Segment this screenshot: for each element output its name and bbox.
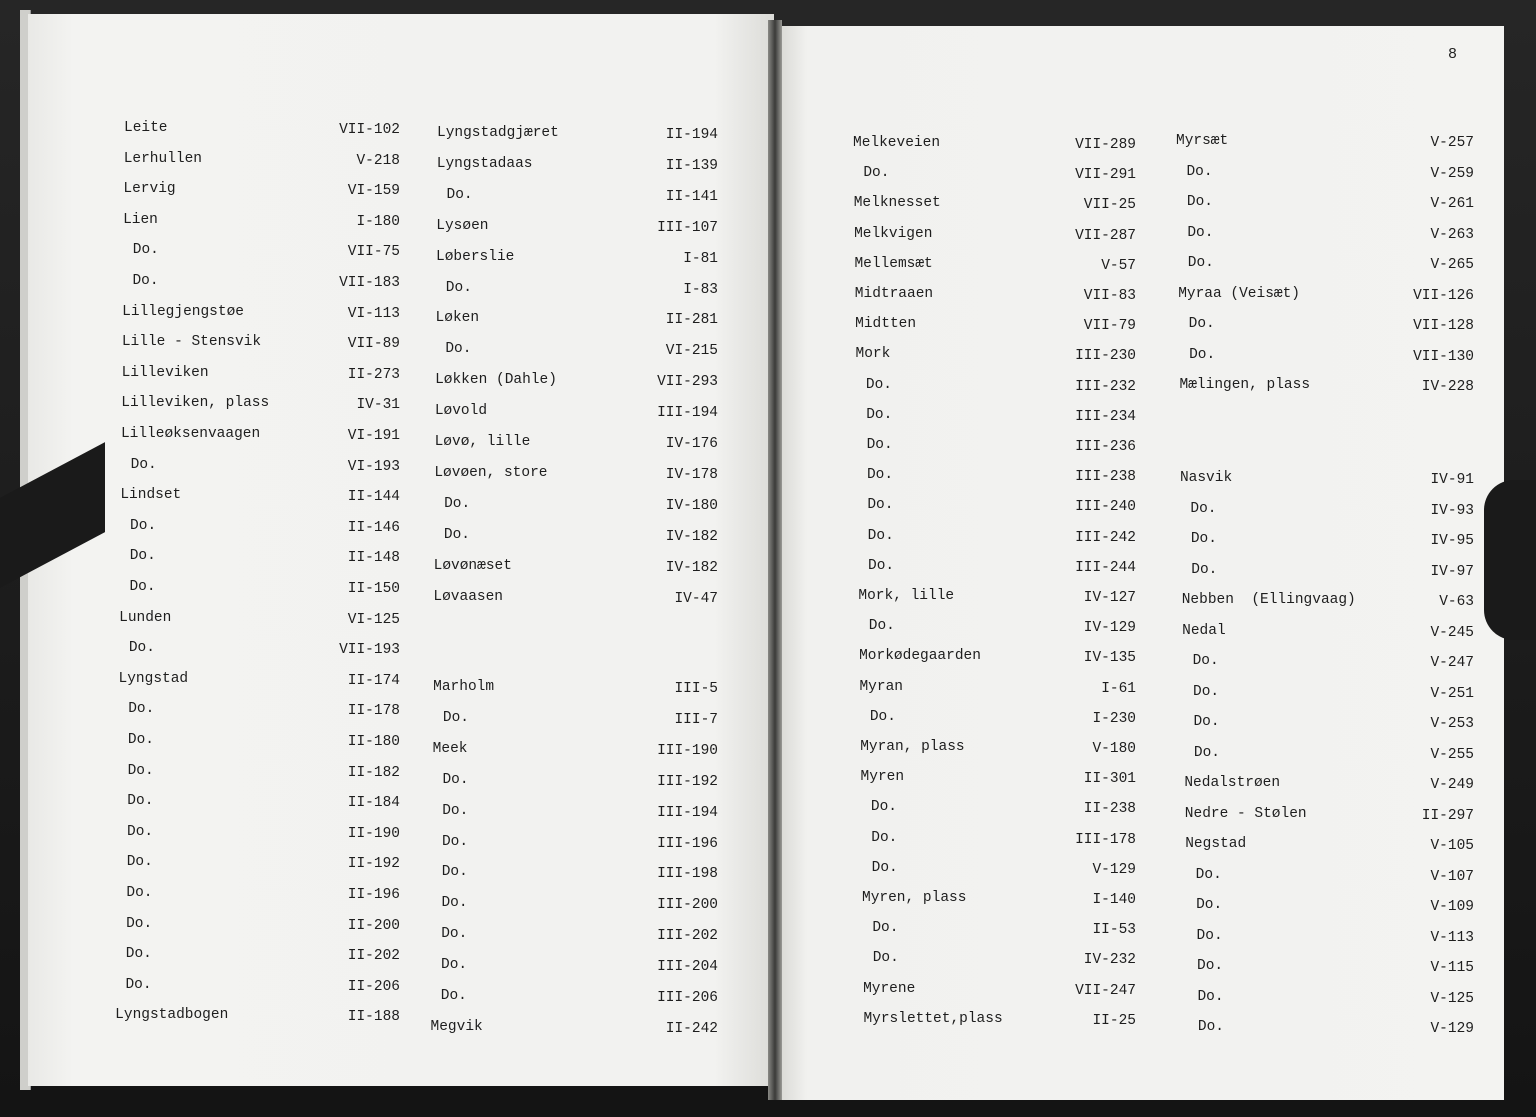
entry-reference: V-255 <box>1430 746 1474 763</box>
entry-reference: II-194 <box>665 127 718 143</box>
entry-name: Do. <box>1197 1019 1224 1035</box>
entry-name: Melknesset <box>853 195 941 212</box>
entry-reference: II-144 <box>347 489 400 506</box>
entry-reference: VII-183 <box>339 275 400 291</box>
entry-name: Do. <box>126 915 153 932</box>
entry-name: Do. <box>1190 531 1217 547</box>
entry-reference: II-182 <box>347 764 400 781</box>
entry-reference: VII-25 <box>1083 197 1136 214</box>
entry-reference: II-190 <box>347 825 400 842</box>
entry-name: Do. <box>1189 346 1216 363</box>
entry-name: Lerhullen <box>123 150 203 167</box>
entry-reference: I-61 <box>1101 680 1136 697</box>
entry-name: Myrsæt <box>1176 133 1229 149</box>
entry-reference: V-180 <box>1092 741 1136 757</box>
entry-name: Do. <box>1193 744 1221 761</box>
entry-name: Lilleviken, plass <box>121 395 270 412</box>
entry-reference: VII-289 <box>1075 137 1136 153</box>
entry-reference: III-194 <box>657 804 718 821</box>
entry-reference: II-146 <box>347 519 400 536</box>
entry-reference: II-53 <box>1092 922 1136 939</box>
entry-reference: III-107 <box>657 219 718 236</box>
entry-reference: III-178 <box>1075 831 1136 848</box>
entry-name: Myran <box>859 678 903 695</box>
entry-reference: VI-215 <box>665 343 718 360</box>
entry-name: Løkken (Dahle) <box>435 372 557 389</box>
entry-name: Myren, plass <box>862 890 967 906</box>
entry-name: Do. <box>125 976 152 993</box>
entry-name: Do. <box>445 279 472 296</box>
entry-reference: VII-102 <box>339 122 400 138</box>
entry-name: Lille - Stensvik <box>121 334 262 351</box>
entry-reference: V-109 <box>1430 899 1474 915</box>
entry-reference: VI-193 <box>347 458 400 475</box>
entry-name: Do. <box>872 920 899 937</box>
entry-name: Do. <box>130 456 157 473</box>
entry-reference: VI-159 <box>347 183 400 200</box>
entry-name: Do. <box>132 242 159 259</box>
entry-name: Do. <box>442 802 469 819</box>
entry-name: Do. <box>1186 194 1213 210</box>
entry-name: Do. <box>1196 897 1223 913</box>
entry-reference: V-125 <box>1430 990 1474 1007</box>
entry-name: Meek <box>432 740 468 757</box>
entry-name: Do. <box>128 640 155 657</box>
entry-reference: V-261 <box>1430 196 1474 212</box>
entry-reference: II-180 <box>347 734 400 750</box>
entry-name: Do. <box>1186 163 1213 180</box>
entry-reference: VII-287 <box>1075 227 1136 244</box>
entry-name: Do. <box>129 579 156 595</box>
entry-reference: IV-129 <box>1083 620 1136 637</box>
entry-reference: III-240 <box>1075 499 1136 516</box>
entry-name: Do. <box>127 793 154 810</box>
entry-name: Do. <box>867 527 894 544</box>
entry-reference: II-184 <box>347 795 400 812</box>
entry-name: Nedalstrøen <box>1184 775 1281 791</box>
entry-name: Do. <box>127 762 154 779</box>
entry-reference: III-242 <box>1075 529 1136 546</box>
entry-reference: V-63 <box>1439 594 1474 610</box>
entry-reference: IV-127 <box>1083 590 1136 606</box>
entry-name: Lyngstadgjæret <box>437 125 559 141</box>
entry-reference: IV-176 <box>665 436 718 452</box>
entry-reference: V-253 <box>1430 716 1474 732</box>
entry-reference: VI-125 <box>347 611 400 628</box>
entry-reference: I-81 <box>683 250 718 267</box>
entry-reference: III-238 <box>1075 469 1136 486</box>
entry-name: Do. <box>866 406 893 423</box>
entry-name: Do. <box>1193 683 1220 700</box>
entry-reference: VII-247 <box>1075 982 1136 999</box>
entry-reference: II-200 <box>347 917 400 934</box>
entry-name: Løvønæset <box>433 557 512 574</box>
entry-reference: V-218 <box>356 152 400 169</box>
entry-name: Do. <box>446 186 473 203</box>
entry-name: Marholm <box>433 679 495 695</box>
entry-name: Løvøen, store <box>434 464 548 481</box>
entry-name: Lilleviken <box>121 364 209 381</box>
entry-name: Do. <box>871 829 898 846</box>
entry-reference: II-148 <box>347 550 400 567</box>
entry-name: Megvik <box>430 1018 483 1035</box>
entry-name: Do. <box>126 854 153 871</box>
entry-reference: V-251 <box>1430 685 1474 702</box>
entry-reference: II-273 <box>347 366 400 383</box>
entry-reference: I-83 <box>683 281 718 298</box>
entry-name: Nedre - Stølen <box>1184 805 1307 822</box>
entry-reference: V-129 <box>1092 861 1136 878</box>
entry-name: Do. <box>1197 988 1224 1005</box>
entry-reference: V-245 <box>1430 624 1474 641</box>
entry-reference: VI-191 <box>347 428 400 444</box>
entry-reference: III-206 <box>657 990 718 1006</box>
entry-name: Do. <box>870 799 898 816</box>
entry-name: Do. <box>869 708 896 725</box>
entry-name: Mellemsæt <box>854 255 933 272</box>
entry-reference: III-204 <box>657 959 718 976</box>
entry-reference: V-115 <box>1430 960 1474 976</box>
book-spine <box>768 20 782 1100</box>
entry-name: Do. <box>132 273 159 289</box>
entry-name: Do. <box>1187 255 1214 271</box>
entry-reference: VII-83 <box>1083 288 1136 304</box>
entry-reference: IV-182 <box>665 528 718 545</box>
entry-reference: VII-193 <box>339 642 400 659</box>
entry-name: Lysøen <box>436 217 489 234</box>
entry-name: Morkødegaarden <box>859 648 981 665</box>
entry-name: Mork, lille <box>858 588 955 604</box>
entry-reference: II-25 <box>1092 1012 1136 1029</box>
entry-reference: VI-113 <box>347 305 400 322</box>
entry-name: Do. <box>444 495 471 512</box>
entry-name: Løvold <box>434 403 488 420</box>
page-number: 8 <box>1448 46 1458 63</box>
entry-name: Do. <box>441 895 468 912</box>
entry-reference: IV-178 <box>665 466 718 483</box>
entry-reference: III-202 <box>657 928 718 945</box>
entry-reference: III-194 <box>657 405 718 422</box>
entry-name: Melkeveien <box>853 135 941 151</box>
entry-reference: II-150 <box>347 581 400 597</box>
entry-reference: I-230 <box>1092 710 1136 727</box>
entry-reference: III-7 <box>674 711 718 728</box>
entry-reference: II-301 <box>1083 771 1136 788</box>
entry-name: Løvø, lille <box>434 434 531 450</box>
entry-name: Do. <box>1195 866 1222 883</box>
entry-reference: VII-75 <box>347 244 400 261</box>
entry-reference: II-238 <box>1083 801 1136 818</box>
entry-name: Myrslettet,plass <box>863 1010 1003 1027</box>
entry-reference: VII-291 <box>1075 167 1136 184</box>
entry-name: Do. <box>127 823 154 840</box>
entry-name: Do. <box>125 946 152 963</box>
entry-name: Nebben (Ellingvaag) <box>1181 592 1356 608</box>
entry-name: Do. <box>866 437 893 453</box>
entry-reference: IV-97 <box>1430 563 1474 580</box>
entry-reference: II-178 <box>347 703 400 720</box>
entry-reference: III-200 <box>657 897 718 914</box>
entry-reference: VII-89 <box>347 336 400 353</box>
entry-reference: III-232 <box>1075 378 1136 395</box>
entry-reference: V-105 <box>1430 838 1474 854</box>
entry-reference: VII-130 <box>1413 348 1474 365</box>
entry-reference: III-244 <box>1075 559 1136 576</box>
entry-name: Do. <box>1190 500 1217 517</box>
entry-name: Do. <box>865 376 892 393</box>
entry-name: Do. <box>1191 561 1218 578</box>
entry-reference: I-180 <box>356 213 400 230</box>
entry-name: Myran, plass <box>860 739 965 755</box>
entry-name: Løvaasen <box>433 588 504 605</box>
entry-reference: II-206 <box>347 978 400 995</box>
entry-reference: II-281 <box>665 312 718 329</box>
entry-name: Nasvik <box>1179 470 1233 486</box>
entry-reference: V-265 <box>1430 257 1474 273</box>
entry-reference: II-192 <box>347 856 400 873</box>
entry-reference: V-257 <box>1430 135 1474 151</box>
entry-reference: III-198 <box>657 866 718 883</box>
entry-name: Do. <box>1196 927 1223 944</box>
entry-name: Do. <box>441 926 468 943</box>
entry-name: Løken <box>435 310 480 327</box>
entry-name: Do. <box>130 517 157 534</box>
entry-name: Do. <box>868 557 895 574</box>
entry-name: Myren <box>860 769 905 786</box>
entry-reference: II-188 <box>347 1009 400 1026</box>
entry-name: Do. <box>442 709 470 726</box>
entry-name: Melkvigen <box>854 225 933 242</box>
entry-name: Do. <box>1187 224 1214 241</box>
entry-reference: IV-182 <box>665 559 718 576</box>
entry-reference: IV-228 <box>1421 379 1474 395</box>
entry-name: Do. <box>863 165 890 182</box>
entry-name: Do. <box>866 467 894 484</box>
entry-reference: IV-180 <box>665 497 718 514</box>
entry-name: Mork <box>855 346 891 363</box>
entry-reference: II-196 <box>347 887 400 903</box>
entry-name: Lervig <box>123 181 176 198</box>
right-clip <box>1484 480 1536 640</box>
entry-name: Do. <box>441 957 468 974</box>
entry-name: Do. <box>441 833 469 850</box>
entry-reference: II-174 <box>347 672 400 689</box>
entry-name: Lindset <box>120 487 182 504</box>
entry-name: Lien <box>123 211 158 228</box>
entry-name: Mælingen, plass <box>1179 377 1311 393</box>
entry-reference: VII-79 <box>1083 318 1136 335</box>
entry-name: Do. <box>867 497 894 514</box>
entry-reference: III-234 <box>1075 408 1136 425</box>
entry-reference: III-5 <box>674 681 718 697</box>
entry-name: Do. <box>126 885 153 901</box>
entry-reference: VII-126 <box>1413 287 1474 304</box>
entry-reference: V-129 <box>1430 1021 1474 1037</box>
entry-name: Midtraaen <box>854 286 934 302</box>
entry-name: Leite <box>124 120 168 136</box>
entry-reference: V-113 <box>1430 929 1474 946</box>
entry-name: Midtten <box>855 316 917 333</box>
entry-name: Do. <box>872 950 899 967</box>
entry-name: Do. <box>443 526 470 543</box>
entry-reference: V-57 <box>1101 257 1136 274</box>
entry-reference: III-196 <box>657 835 718 852</box>
entry-name: Lyngstad <box>118 670 189 687</box>
entry-name: Do. <box>127 732 155 748</box>
entry-name: Myrene <box>863 980 916 997</box>
entry-name: Do. <box>1193 714 1220 730</box>
entry-reference: II-141 <box>665 188 718 205</box>
entry-reference: III-190 <box>657 742 718 759</box>
entry-name: Lunden <box>119 609 172 626</box>
entry-name: Lyngstadbogen <box>115 1007 229 1024</box>
entry-name: Do. <box>442 771 469 788</box>
entry-name: Do. <box>129 548 156 565</box>
entry-name: Myraa (Veisæt) <box>1178 285 1301 302</box>
entry-name: Do. <box>1192 653 1219 669</box>
entry-reference: V-263 <box>1430 226 1474 243</box>
entry-reference: III-230 <box>1075 348 1136 365</box>
entry-reference: IV-95 <box>1430 533 1474 549</box>
entry-name: Do. <box>1197 958 1224 974</box>
entry-name: Do. <box>868 618 895 635</box>
entry-reference: VII-128 <box>1413 318 1474 334</box>
entry-name: Do. <box>871 859 898 876</box>
entry-name: Do. <box>441 864 468 881</box>
entry-reference: IV-91 <box>1430 472 1474 488</box>
entry-reference: II-202 <box>347 948 400 965</box>
entry-reference: V-247 <box>1430 655 1474 671</box>
entry-name: Do. <box>445 341 472 358</box>
entry-reference: III-192 <box>657 773 718 790</box>
entry-name: Løberslie <box>436 248 515 265</box>
entry-reference: IV-47 <box>674 590 718 607</box>
entry-reference: IV-232 <box>1083 952 1136 969</box>
entry-reference: II-139 <box>665 157 718 174</box>
entry-reference: II-297 <box>1421 807 1474 824</box>
entry-reference: I-140 <box>1092 892 1136 908</box>
entry-name: Nedal <box>1182 622 1226 639</box>
entry-name: Negstad <box>1185 836 1247 852</box>
entry-name: Do. <box>1188 316 1215 332</box>
entry-reference: V-107 <box>1430 868 1474 885</box>
entry-reference: II-242 <box>665 1020 718 1037</box>
entry-reference: VII-293 <box>657 374 718 391</box>
entry-reference: IV-93 <box>1430 502 1474 519</box>
entry-name: Do. <box>440 988 467 1004</box>
entry-reference: IV-135 <box>1083 650 1136 667</box>
entry-name: Lilleøksenvaagen <box>120 426 261 442</box>
entry-reference: V-259 <box>1430 165 1474 182</box>
entry-reference: IV-31 <box>356 397 400 414</box>
entry-name: Lillegjengstøe <box>122 303 244 320</box>
entry-reference: III-236 <box>1075 439 1136 455</box>
entry-reference: V-249 <box>1430 777 1474 793</box>
entry-name: Do. <box>128 701 155 718</box>
entry-name: Lyngstadaas <box>436 155 533 172</box>
